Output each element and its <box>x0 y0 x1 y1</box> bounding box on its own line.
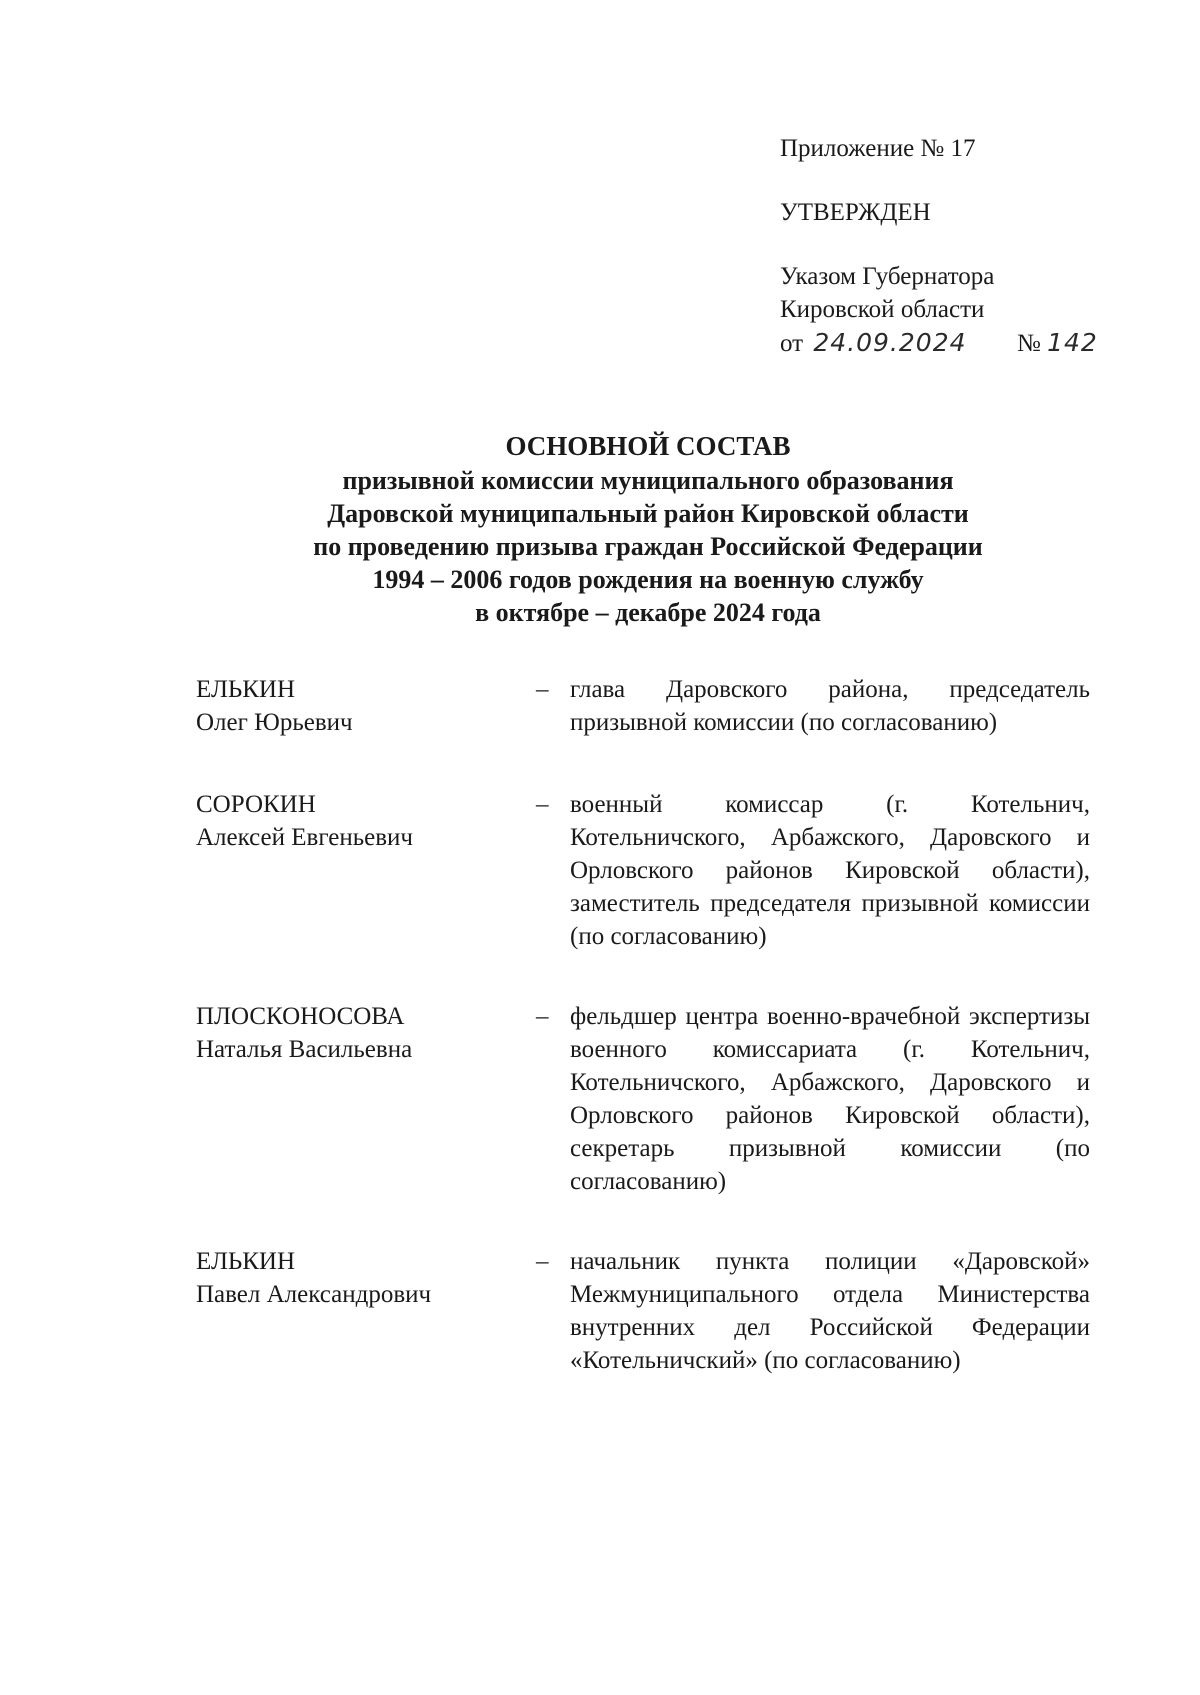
decree-line-3 <box>780 326 1098 361</box>
member-surname: СОРОКИН <box>196 791 316 818</box>
decree-from-label: от <box>780 330 804 357</box>
appendix-number: Приложение № 17 <box>780 135 976 162</box>
title-line: в октябре – декабре 2024 года <box>475 598 821 627</box>
member-given-name: Олег Юрьевич <box>196 709 353 736</box>
decree-number-handwritten: 142 <box>1047 328 1098 357</box>
member-name <box>196 1245 431 1311</box>
member-name <box>196 673 353 739</box>
member-name <box>196 788 413 854</box>
member-surname: ПЛОСКОНОСОВА <box>196 1003 405 1030</box>
member-dash: – <box>536 791 549 818</box>
member-role: начальник пункта полиции «Даровской» Межмуниципального отдела Министерства внутренних дел Российской Федерации «Котельничский» (по согласованию) <box>570 1248 1090 1374</box>
member-dash: – <box>536 1003 549 1030</box>
approved-label: УТВЕРЖДЕН <box>780 199 931 226</box>
member-surname: ЕЛЬКИН <box>196 676 296 703</box>
member-surname: ЕЛЬКИН <box>196 1248 296 1275</box>
title-line: Даровской муниципальный район Кировской области <box>327 499 969 528</box>
member-dash: – <box>536 1248 549 1275</box>
member-dash: – <box>536 676 549 703</box>
decree-line-2: Кировской области <box>780 296 985 323</box>
member-role: военный комиссар (г. Котельнич, Котельничского, Арбажского, Даровского и Орловского районов Кировской области), заместитель председателя призывной комиссии (по согласованию) <box>570 791 1090 950</box>
decree-date-handwritten: 24.09.2024 <box>813 328 967 357</box>
member-role: глава Даровского района, председатель призывной комиссии (по согласованию) <box>570 676 1090 736</box>
title-main: ОСНОВНОЙ СОСТАВ <box>505 431 791 461</box>
decree-line-1: Указом Губернатора <box>780 263 995 290</box>
title-line: призывной комиссии муниципального образования <box>342 466 954 495</box>
member-given-name: Алексей Евгеньевич <box>196 824 414 851</box>
member-name <box>196 1000 412 1066</box>
member-role: фельдшер центра военно-врачебной экспертизы военного комиссариата (г. Котельнич, Котельничского, Арбажского, Даровского и Орловского районов Кировской области), секретарь призывной комиссии (по согласованию) <box>570 1003 1090 1195</box>
member-given-name: Наталья Васильевна <box>196 1036 413 1063</box>
title-line: 1994 – 2006 годов рождения на военную службу <box>372 565 924 594</box>
title-line: по проведению призыва граждан Российской Федерации <box>313 532 983 561</box>
document-title <box>0 430 1200 629</box>
decree-number-label: № <box>1017 330 1041 357</box>
member-given-name: Павел Александрович <box>196 1281 432 1308</box>
